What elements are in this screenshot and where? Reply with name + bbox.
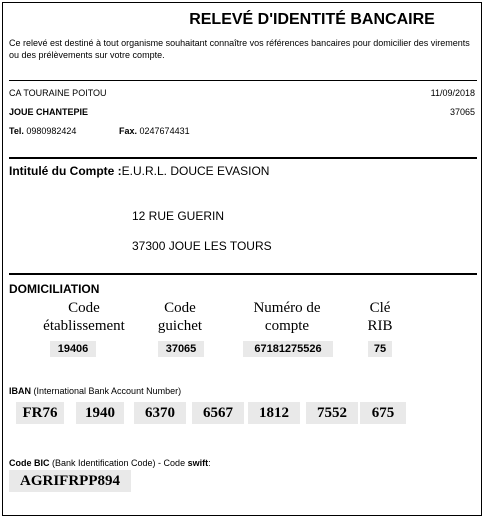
account-holder-line (9, 164, 269, 178)
col-heading-line: Clé (369, 300, 391, 316)
iban-group: FR76 (16, 402, 64, 424)
col-heading-line: compte (264, 318, 310, 334)
bic-label-swift: swift (187, 458, 209, 468)
bank-name: CA TOURAINE POITOU (9, 88, 107, 98)
cle-rib-value: 75 (368, 341, 392, 357)
bank-phone (9, 126, 76, 136)
intro-text: Ce relevé est destiné à tout organisme souhaitant connaître vos références bancaires pour domicilier des virements ou des prélèvements sur votre compte. (9, 38, 470, 60)
iban-group: 1940 (76, 402, 124, 424)
fax-label: Fax. (119, 126, 138, 136)
col-numero-compte (235, 299, 339, 335)
col-code-etablissement (29, 299, 139, 335)
col-heading-line: établissement (43, 318, 125, 334)
document-date: 11/09/2018 (430, 88, 475, 98)
tel-value: 0980982424 (26, 126, 77, 136)
account-holder-name: E.U.R.L. DOUCE EVASION (121, 164, 270, 178)
col-cle-rib (353, 299, 407, 335)
divider (9, 80, 477, 81)
iban-label-bold: IBAN (9, 386, 31, 396)
account-holder-label: Intitulé du Compte : (9, 164, 122, 178)
col-heading-line: RIB (367, 318, 393, 334)
col-heading-line: Code (164, 300, 196, 316)
bic-label-bold: Code BIC (9, 458, 50, 468)
iban-group: 1812 (248, 402, 300, 424)
tel-label: Tel. (9, 126, 24, 136)
iban-group: 675 (360, 402, 406, 424)
address-line-1: 12 RUE GUERIN (132, 209, 225, 223)
col-heading-line: guichet (157, 318, 203, 334)
bic-value: AGRIFRPP894 (9, 470, 131, 492)
iban-group: 6567 (192, 402, 244, 424)
divider (9, 157, 477, 159)
rib-document (2, 2, 482, 516)
iban-label-rest: (International Bank Account Number) (31, 386, 182, 396)
bic-label (9, 458, 211, 468)
code-guichet-value: 37065 (158, 341, 204, 357)
bic-label-rest: (Bank Identification Code) - Code (49, 458, 188, 468)
branch-name: JOUE CHANTEPIE (9, 107, 89, 117)
col-code-guichet (143, 299, 217, 335)
bic-label-colon: : (208, 458, 211, 468)
document-title: RELEVÉ D'IDENTITÉ BANCAIRE (189, 11, 435, 28)
col-heading-line: Code (68, 300, 100, 316)
iban-group: 7552 (306, 402, 358, 424)
numero-compte-value: 67181275526 (243, 341, 333, 357)
branch-code: 37065 (449, 107, 475, 117)
fax-value: 0247674431 (139, 126, 190, 136)
bank-fax (119, 126, 190, 136)
iban-label (9, 386, 181, 396)
domiciliation-heading: DOMICILIATION (9, 282, 100, 296)
col-heading-line: Numéro de (253, 300, 321, 316)
address-line-2: 37300 JOUE LES TOURS (132, 239, 272, 253)
divider (9, 273, 477, 275)
code-etablissement-value: 19406 (50, 341, 96, 357)
iban-group: 6370 (134, 402, 186, 424)
